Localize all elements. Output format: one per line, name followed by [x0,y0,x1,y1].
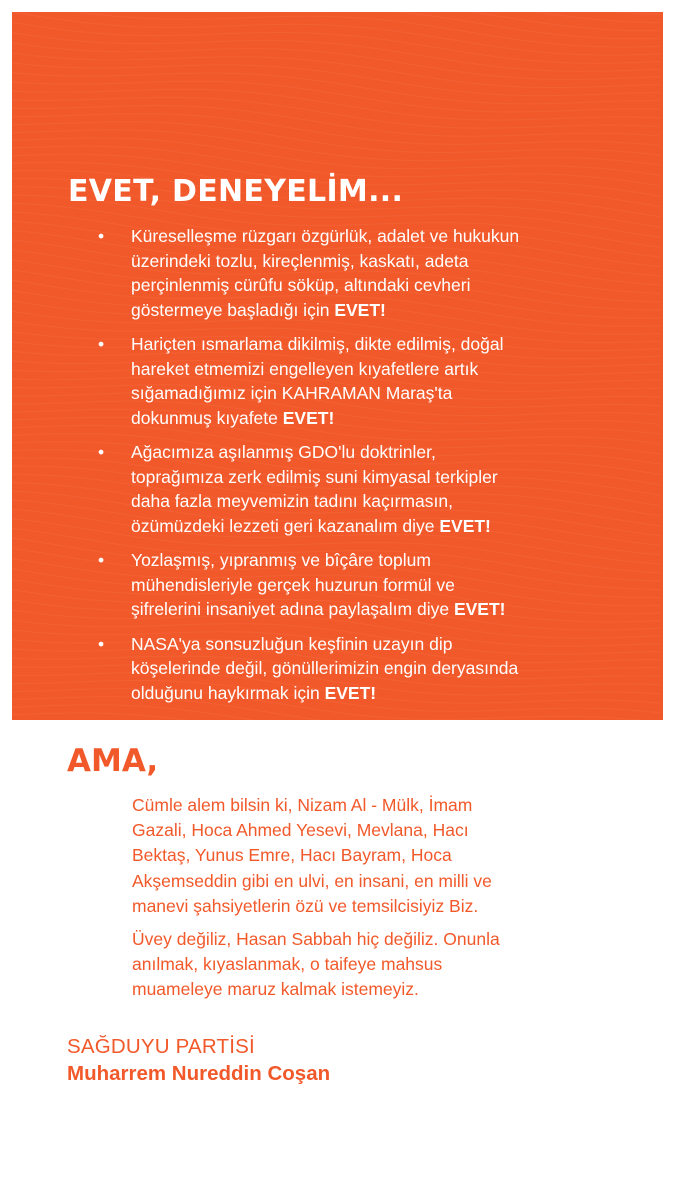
paragraph-line: muameleye maruz kalmak istemeyiz. [132,979,419,1000]
bullet-line: Küreselleşme rüzgarı özgürlük, adalet ve hukukun [131,226,520,246]
bullet-item [98,224,658,322]
bullet-marker: • [98,226,105,246]
bullet-line: mühendisleriyle gerçek huzurun formül ve [131,574,455,595]
bullet-line: toprağımıza zerk edilmiş suni kimyasal terkipler [131,466,498,487]
bullet-marker: • [98,442,105,462]
bullet-marker: • [98,334,105,354]
paragraph-line: anılmak, kıyaslanmak, o taifeye mahsus [132,954,443,975]
evet-emphasis: EVET! [439,515,491,536]
wave-line [12,12,660,23]
evet-emphasis: EVET! [453,599,506,619]
bullet-line: sığamadığımız için KAHRAMAN Maraş'ta [131,383,453,403]
paragraph-line: Gazali, Hoca Ahmed Yesevi, Mevlana, Hacı [132,820,469,841]
bullet-line: perçinlenmiş cürûfu söküp, altındaki cevheri [131,275,471,295]
paragraph-line: manevi şahsiyetlerin özü ve temsilcisiyiz Biz. [132,895,479,916]
wave-line [12,122,660,156]
wave-line [12,43,660,79]
bullet-item [98,332,658,430]
wave-line [12,81,660,112]
paragraph-line: Bektaş, Yunus Emre, Hacı Bayram, Hoca [132,845,452,866]
wave-line [12,138,660,175]
wave-line [12,12,660,31]
bullet-marker: • [98,633,105,654]
party-name: SAĞDUYU PARTİSİ [67,1035,255,1058]
orange-panel [12,12,663,720]
paragraph-statement [132,927,652,1003]
paragraph-declaration [132,793,652,919]
bullet-line: olduğunu haykırmak için [131,682,325,703]
bullet-line: daha fazla meyvemizin tadını kaçırmasın, [131,491,453,511]
bullet-line: göstermeye başladığı için [131,299,335,320]
bullet-line: üzerindeki tozlu, kireçlenmiş, kaskatı, adeta [131,250,469,271]
bullet-item [98,440,658,538]
ama-heading: AMA, [67,743,159,779]
bullet-line: Ağacımıza aşılanmış GDO'lu doktrinler, [131,442,436,462]
bullet-marker: • [98,550,105,570]
wave-line [12,53,660,88]
evet-emphasis: EVET! [334,299,386,320]
paragraph-line: Cümle alem bilsin ki, Nizam Al - Mülk, İmam [132,795,473,815]
wave-line [12,106,660,137]
signer-name: Muharrem Nureddin Coşan [67,1062,331,1085]
wave-line [12,12,660,47]
bullet-line: şifrelerini insaniyet adına paylaşalım diye [131,599,454,619]
bullet-line: özümüzdeki lezzeti geri kazanalım diye [131,515,440,536]
bullet-line: dokunmuş kıyafete [131,407,283,428]
bullet-line: hareket etmemizi engelleyen kıyafetlere artık [131,358,479,379]
bullet-line: Hariçten ısmarlama dikilmiş, dikte edilmiş, doğal [131,334,504,354]
bullet-line: Yozlaşmış, yıpranmış ve bîçâre toplum [131,550,431,570]
bullet-line: NASA'ya sonsuzluğun keşfinin uzayın dip [131,633,453,654]
paragraph-line: Akşemseddin gibi en ulvi, en insani, en milli ve [132,870,492,891]
wave-line [12,12,660,55]
paragraph-line: Üvey değiliz, Hasan Sabbah hiç değiliz. Onunla [132,929,500,949]
evet-emphasis: EVET! [324,682,377,703]
wave-line [12,97,660,128]
bullet-item [98,632,658,706]
headline: EVET, DENEYELİM... [68,174,404,209]
bullet-list [98,224,658,715]
wave-line [12,12,660,14]
evet-emphasis: EVET! [282,407,335,428]
bullet-line: köşelerinde değil, gönüllerimizin engin deryasında [131,658,519,678]
bullet-item [98,548,658,622]
